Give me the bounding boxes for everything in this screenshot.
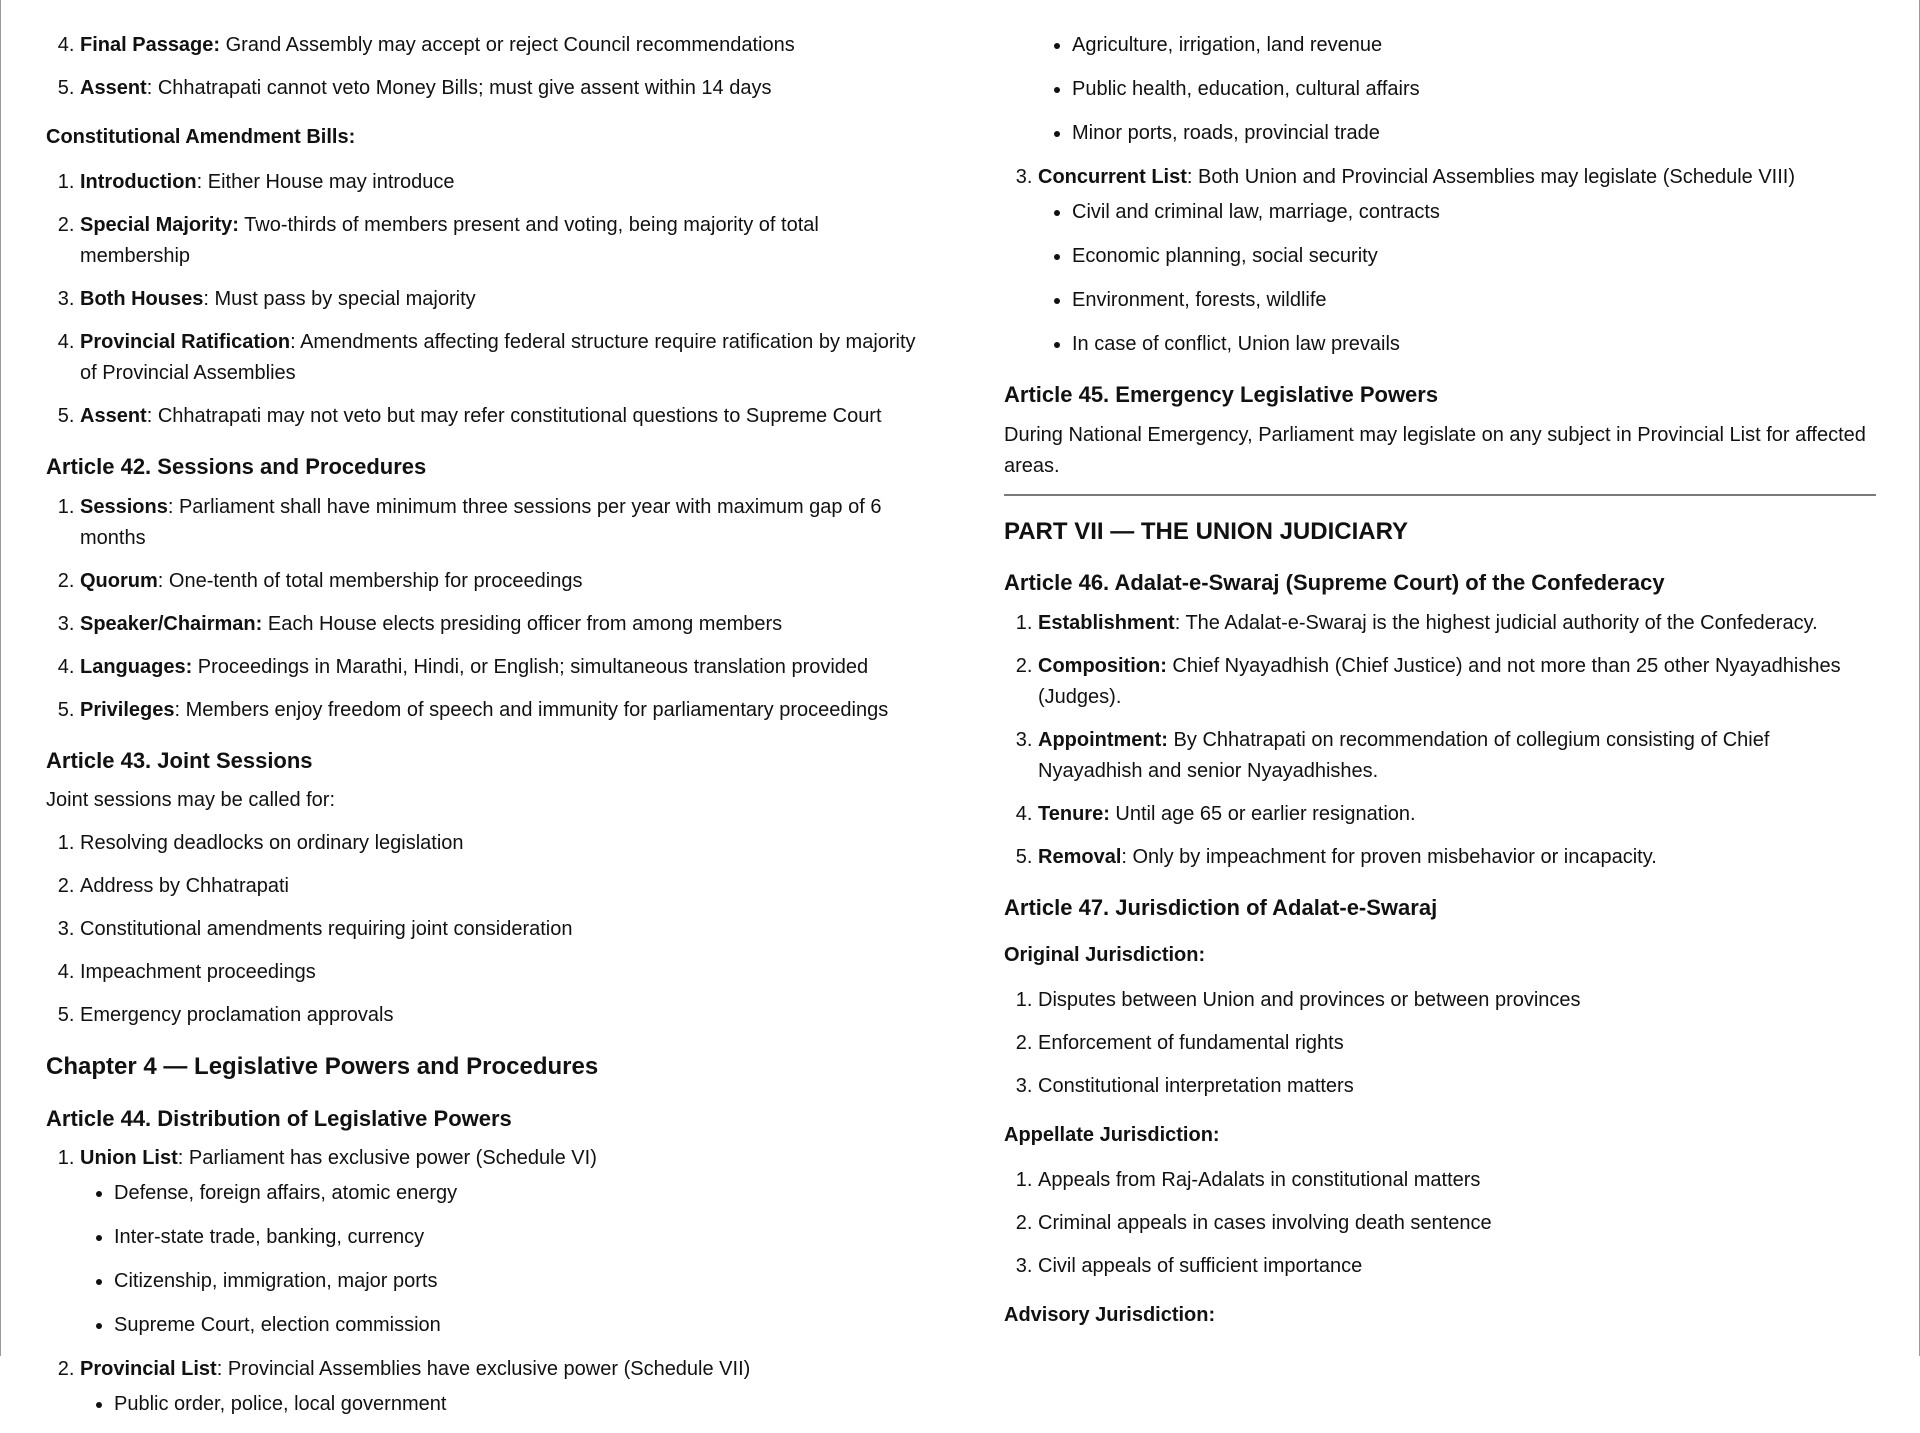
list-item: 2. Criminal appeals in cases involving death sentence (1038, 1208, 1876, 1239)
bullet-item: • Agriculture, irrigation, land revenue (1072, 30, 1876, 61)
list-item: 4. Tenure: Until age 65 or earlier resignation. (1038, 799, 1876, 830)
list-item: 1. Disputes between Union and provinces or between provinces (1038, 985, 1876, 1016)
concurrent-list-bullets (1038, 197, 1876, 360)
article-43-list (46, 828, 926, 1031)
list-item: 2. Composition: Chief Nyayadhish (Chief Justice) and not more than 25 other Nyayadhishes (Judges). (1038, 651, 1876, 713)
article-44-title: Article 44. Distribution of Legislative Powers (46, 1105, 512, 1131)
bullet-item: • Inter-state trade, banking, currency (114, 1222, 926, 1253)
list-item: 2. Provincial List: Provincial Assemblies have exclusive power (Schedule VII) • Public order, police, local government (80, 1354, 926, 1420)
appellate-jurisdiction-list (1004, 1165, 1876, 1282)
part-7-title: PART VII — THE UNION JUDICIARY (1004, 517, 1409, 545)
list-item: 4. Languages: Proceedings in Marathi, Hindi, or English; simultaneous translation provided (80, 652, 926, 683)
list-item: 1. Resolving deadlocks on ordinary legislation (80, 828, 926, 859)
list-item: 3. Speaker/Chairman: Each House elects presiding officer from among members (80, 609, 926, 640)
list-item: 5. Emergency proclamation approvals (80, 1000, 926, 1031)
list-item: 3. Constitutional interpretation matters (1038, 1071, 1876, 1102)
bullet-item: • In case of conflict, Union law prevails (1072, 329, 1876, 360)
article-42-title: Article 42. Sessions and Procedures (46, 454, 427, 479)
bullet-item: • Citizenship, immigration, major ports (114, 1266, 926, 1297)
section-divider (1004, 494, 1876, 496)
article-45-text: During National Emergency, Parliament may legislate on any subject in Provincial List for affected areas. (1004, 423, 1866, 477)
bullet-item: • Minor ports, roads, provincial trade (1072, 118, 1876, 149)
const-amendment-heading: Constitutional Amendment Bills: (46, 126, 356, 148)
list-item: 1. Sessions: Parliament shall have minimum three sessions per year with maximum gap of 6 months (80, 492, 926, 554)
list-item: 1. Establishment: The Adalat-e-Swaraj is the highest judicial authority of the Confederacy. (1038, 608, 1876, 639)
provincial-list-bullets (80, 1389, 926, 1420)
list-item: 2. Special Majority: Two-thirds of members present and voting, being majority of total membership (80, 210, 926, 272)
const-amendment-steps (46, 167, 926, 432)
list-item: 2. Enforcement of fundamental rights (1038, 1028, 1876, 1059)
list-item: 1. Union List: Parliament has exclusive power (Schedule VI) • Defense, foreign affairs, atomic energy • Inter-state trade, banking, currency • Citizenship, immigration, major ports • Supreme Court, election commission (80, 1143, 926, 1341)
list-item: 5. Removal: Only by impeachment for proven misbehavior or incapacity. (1038, 842, 1876, 873)
list-item: 3. Constitutional amendments requiring joint consideration (80, 914, 926, 945)
appellate-jurisdiction-heading: Appellate Jurisdiction: (1004, 1124, 1220, 1147)
list-item: 3. Appointment: By Chhatrapati on recommendation of collegium consisting of Chief Nyayadhish and senior Nyayadhishes. (1038, 725, 1876, 787)
article-44-list-continued (1004, 162, 1876, 360)
list-item: 5. Assent: Chhatrapati cannot veto Money Bills; must give assent within 14 days (80, 73, 926, 104)
original-jurisdiction-list (1004, 985, 1876, 1102)
list-item: 3. Both Houses: Must pass by special majority (80, 284, 926, 315)
article-46-list (1004, 608, 1876, 873)
article-47-title: Article 47. Jurisdiction of Adalat-e-Swaraj (1004, 894, 1438, 920)
article-46-title: Article 46. Adalat-e-Swaraj (Supreme Court) of the Confederacy (1004, 570, 1665, 596)
list-item: 5. Assent: Chhatrapati may not veto but may refer constitutional questions to Supreme Court (80, 401, 926, 432)
right-column (1004, 30, 1876, 1345)
left-column (46, 30, 926, 1433)
article-42-list (46, 492, 926, 726)
list-item: 2. Quorum: One-tenth of total membership for proceedings (80, 566, 926, 597)
list-item: 3. Concurrent List: Both Union and Provincial Assemblies may legislate (Schedule VIII) • Civil and criminal law, marriage, contracts • Economic planning, social security • Environment, forests, wildlife • In case of conflict, Union law prevails (1038, 162, 1876, 360)
money-bill-steps (46, 30, 926, 104)
list-item: 3. Civil appeals of sufficient importance (1038, 1251, 1876, 1282)
article-43-intro: Joint sessions may be called for: (46, 789, 336, 812)
list-item: 2. Address by Chhatrapati (80, 871, 926, 902)
chapter-4-title: Chapter 4 — Legislative Powers and Procedures (46, 1053, 599, 1081)
article-43-title: Article 43. Joint Sessions (46, 747, 313, 773)
bullet-item: • Civil and criminal law, marriage, contracts (1072, 197, 1876, 228)
list-item: 4. Provincial Ratification: Amendments affecting federal structure require ratification by majority of Provincial Assemblies (80, 327, 926, 389)
provincial-list-bullets-continued (1004, 30, 1876, 149)
bullet-item: • Public order, police, local government (114, 1389, 926, 1420)
article-44-list (46, 1143, 926, 1420)
bullet-item: • Economic planning, social security (1072, 241, 1876, 272)
bullet-item: • Supreme Court, election commission (114, 1310, 926, 1341)
original-jurisdiction-heading: Original Jurisdiction: (1004, 944, 1206, 967)
bullet-item: • Environment, forests, wildlife (1072, 285, 1876, 316)
list-item: 4. Final Passage: Grand Assembly may accept or reject Council recommendations (80, 30, 926, 61)
list-item: 1. Appeals from Raj-Adalats in constitutional matters (1038, 1165, 1876, 1196)
list-item: 5. Privileges: Members enjoy freedom of speech and immunity for parliamentary proceedings (80, 695, 926, 726)
list-item: 4. Impeachment proceedings (80, 957, 926, 988)
bullet-item: • Public health, education, cultural affairs (1072, 74, 1876, 105)
bullet-item: • Defense, foreign affairs, atomic energy (114, 1178, 926, 1209)
advisory-jurisdiction-heading: Advisory Jurisdiction: (1004, 1304, 1216, 1327)
list-item: 1. Introduction: Either House may introduce (80, 167, 926, 198)
union-list-bullets (80, 1178, 926, 1341)
article-45-title: Article 45. Emergency Legislative Powers (1004, 382, 1439, 407)
